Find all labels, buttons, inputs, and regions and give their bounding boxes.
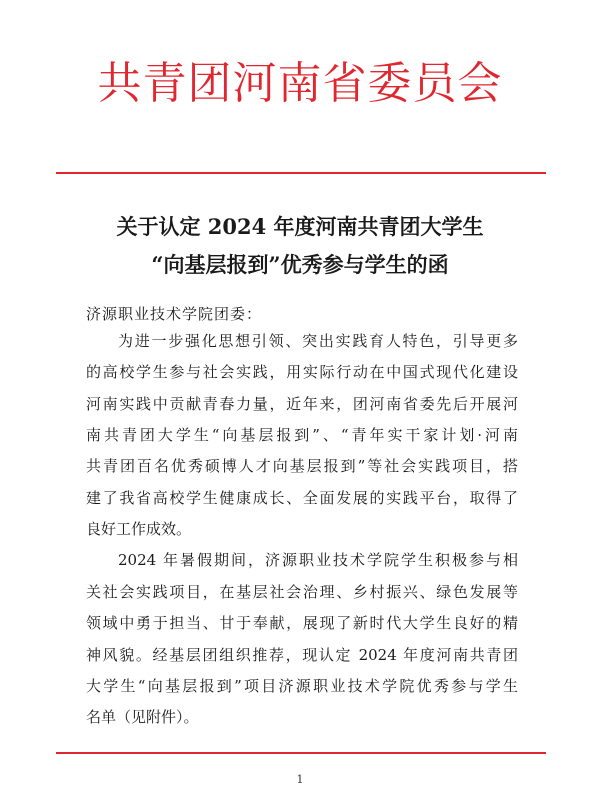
- body-line: 建了我省高校学生健康成长、全面发展的实践平台，取得了: [86, 489, 518, 507]
- body-line: 的高校学生参与社会实践，用实际行动在中国式现代化建设: [86, 363, 518, 381]
- salutation: 济源职业技术学院团委：: [86, 305, 263, 323]
- organization-letterhead: 共青团河南省委员会: [97, 58, 503, 109]
- body-line: 南共青团大学生“向基层报到”、“青年实干家计划·河南: [86, 426, 518, 444]
- footer-divider: [56, 752, 546, 754]
- body-line: 关社会实践项目，在基层社会治理、乡村振兴、绿色发展等: [86, 583, 518, 601]
- body-line: 为进一步强化思想引领、突出实践育人特色，引导更多: [118, 332, 518, 350]
- document-title-line-2: “向基层报到”优秀参与学生的函: [151, 252, 449, 277]
- page-number: 1: [296, 773, 304, 786]
- document-title-line-1: 关于认定 2024 年度河南共青团大学生: [116, 214, 484, 239]
- letterhead-divider: [56, 172, 546, 174]
- body-line: 领域中勇于担当、甘于奉献，展现了新时代大学生良好的精: [86, 614, 518, 632]
- body-line: 2024 年暑假期间，济源职业技术学院学生积极参与相: [118, 551, 518, 569]
- body-line: 良好工作成效。: [86, 520, 192, 538]
- body-line: 大学生“向基层报到”项目济源职业技术学院优秀参与学生: [86, 677, 518, 695]
- body-line: 河南实践中贡献青春力量，近年来，团河南省委先后开展河: [86, 395, 518, 413]
- body-line: 名单（见附件）。: [86, 708, 199, 726]
- body-line: 神风貌。经基层团组织推荐，现认定 2024 年度河南共青团: [86, 646, 518, 664]
- body-line: 共青团百名优秀硕博人才向基层报到”等社会实践项目，搭: [86, 457, 518, 475]
